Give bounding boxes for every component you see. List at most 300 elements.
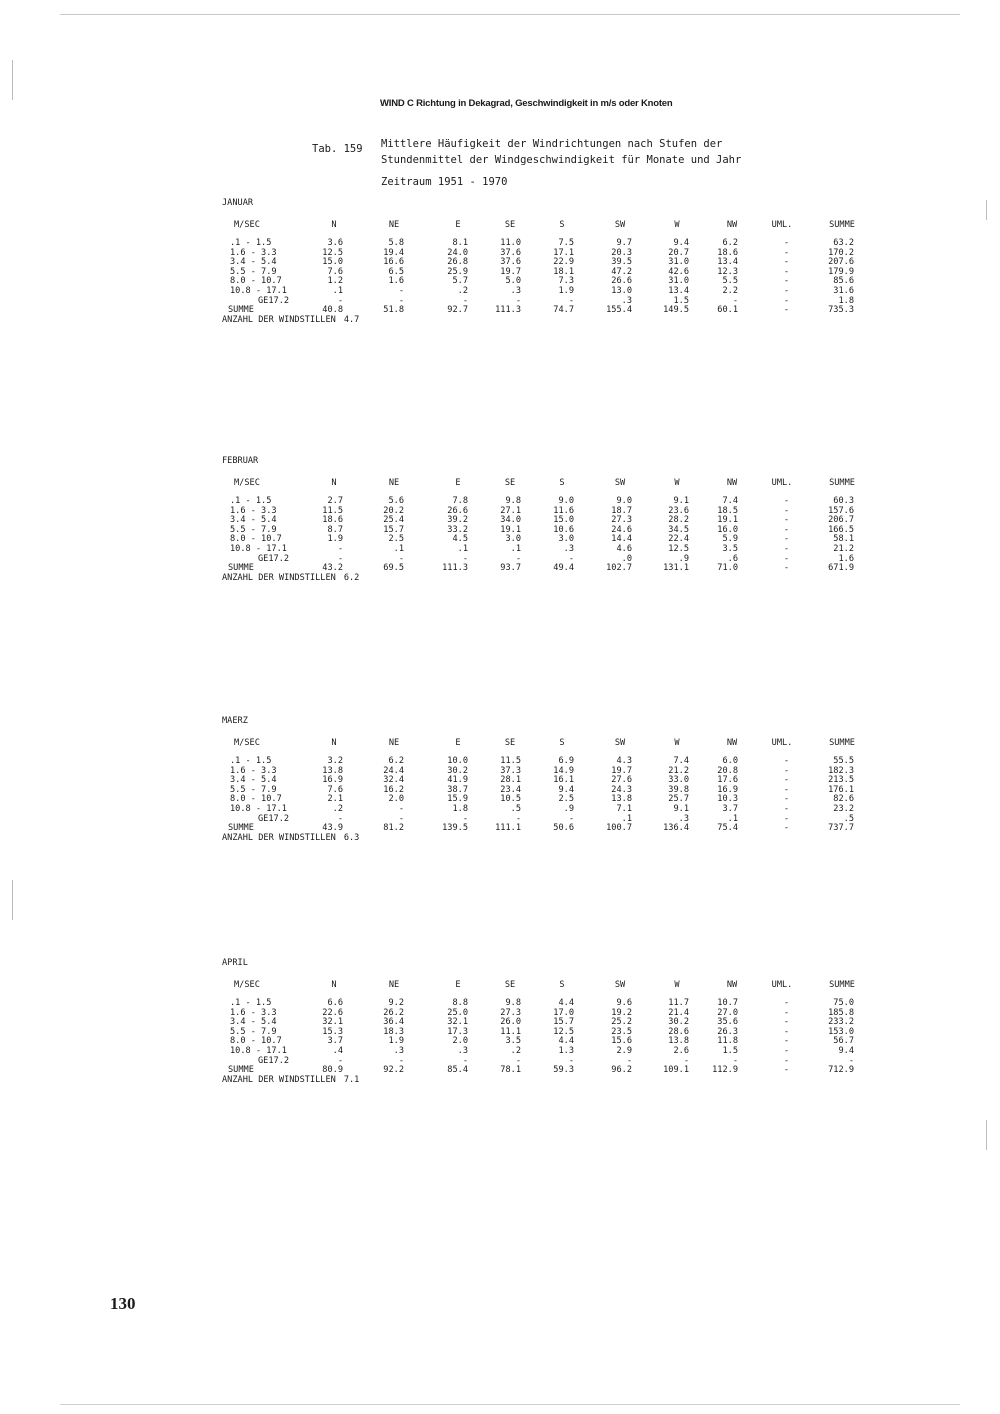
column-header: M/SEC bbox=[234, 738, 260, 748]
table-cell: 7.4 bbox=[673, 756, 689, 766]
column-header-row bbox=[222, 738, 855, 748]
table-cell: 20.2 bbox=[383, 505, 404, 516]
table-cell: 10.3 bbox=[717, 794, 738, 805]
table-cell: 131.1 bbox=[663, 563, 689, 574]
table-cell: 2.5 bbox=[558, 794, 574, 805]
table-cell: - bbox=[515, 1055, 521, 1066]
table-cell: .3 bbox=[510, 286, 521, 296]
table-cell: 15.6 bbox=[611, 1036, 632, 1047]
table-cell: - bbox=[783, 257, 789, 268]
table-cell: 78.1 bbox=[500, 1065, 521, 1076]
table-cell: 155.4 bbox=[606, 305, 632, 316]
table-cell: 9.8 bbox=[505, 496, 521, 506]
table-cell: 9.2 bbox=[388, 998, 404, 1008]
table-cell: 16.9 bbox=[322, 775, 343, 786]
table-cell: 185.8 bbox=[828, 1007, 854, 1018]
table-row bbox=[222, 784, 854, 795]
row-label: 5.5 - 7.9 bbox=[230, 784, 277, 795]
table-cell: 26.6 bbox=[447, 505, 468, 516]
table-cell: 27.3 bbox=[500, 1007, 521, 1018]
column-header: W bbox=[674, 220, 680, 230]
table-cell: - bbox=[398, 553, 404, 564]
table-cell: - bbox=[783, 534, 789, 545]
row-label: 3.4 - 5.4 bbox=[230, 515, 277, 526]
row-label: 8.0 - 10.7 bbox=[230, 794, 282, 805]
column-header: SW bbox=[614, 220, 626, 230]
table-cell: 31.0 bbox=[668, 257, 689, 268]
column-header: N bbox=[331, 220, 337, 230]
table-cell: 182.3 bbox=[828, 765, 854, 776]
table-cell: 12.3 bbox=[717, 266, 738, 277]
row-label: 10.8 - 17.1 bbox=[230, 544, 287, 554]
column-header: N bbox=[331, 980, 337, 990]
table-row bbox=[222, 1007, 854, 1018]
table-cell: 11.6 bbox=[553, 505, 574, 516]
table-row bbox=[222, 515, 854, 526]
table-cell: 27.6 bbox=[611, 775, 632, 786]
row-label: 1.6 - 3.3 bbox=[230, 1007, 277, 1018]
table-title bbox=[381, 136, 801, 168]
table-cell: 233.2 bbox=[828, 1017, 854, 1028]
column-header: NW bbox=[726, 220, 738, 230]
table-cell: 6.2 bbox=[722, 238, 738, 248]
table-cell: 63.2 bbox=[833, 238, 854, 248]
table-cell: - bbox=[732, 295, 738, 306]
column-header: M/SEC bbox=[234, 980, 260, 990]
table-row bbox=[222, 1017, 854, 1028]
table-cell: 5.9 bbox=[722, 534, 738, 545]
table-cell: - bbox=[462, 1055, 468, 1066]
page-header: WIND C Richtung in Dekagrad, Geschwindigkeit in m/s oder Knoten bbox=[380, 98, 673, 109]
table-row bbox=[222, 1055, 854, 1066]
table-cell: - bbox=[783, 276, 789, 287]
table-cell: 20.3 bbox=[611, 247, 632, 258]
table-cell: 30.2 bbox=[668, 1017, 689, 1028]
table-row bbox=[222, 496, 854, 506]
table-cell: 26.6 bbox=[611, 276, 632, 287]
table-cell: 60.3 bbox=[833, 496, 854, 506]
table-cell: 18.6 bbox=[717, 247, 738, 258]
table-cell: 8.1 bbox=[452, 238, 468, 248]
table-cell: 23.6 bbox=[668, 505, 689, 516]
table-cell: 11.7 bbox=[668, 998, 689, 1008]
table-cell: 43.9 bbox=[322, 823, 343, 834]
table-cell: 17.3 bbox=[447, 1026, 468, 1037]
table-cell: 41.9 bbox=[447, 775, 468, 786]
table-cell: .9 bbox=[678, 553, 689, 564]
table-cell: 1.2 bbox=[327, 276, 343, 287]
column-header: SUMME bbox=[829, 220, 855, 230]
row-label: 8.0 - 10.7 bbox=[230, 276, 282, 287]
table-cell: - bbox=[783, 1007, 789, 1018]
table-cell: - bbox=[783, 286, 789, 296]
table-cell: 36.4 bbox=[383, 1017, 404, 1028]
table-cell: 19.2 bbox=[611, 1007, 632, 1018]
table-cell: 4.5 bbox=[452, 534, 468, 545]
table-cell: .9 bbox=[563, 804, 574, 814]
table-row bbox=[222, 765, 854, 776]
table-cell: 15.7 bbox=[383, 524, 404, 535]
month-table bbox=[222, 716, 855, 866]
table-cell: 7.4 bbox=[722, 496, 738, 506]
table-cell: 38.7 bbox=[447, 784, 468, 795]
table-cell: - bbox=[783, 1065, 789, 1076]
table-cell: 31.0 bbox=[668, 276, 689, 287]
column-header: S bbox=[559, 220, 565, 230]
table-cell: .1 bbox=[332, 286, 343, 296]
column-header: SW bbox=[614, 980, 626, 990]
table-cell: 32.4 bbox=[383, 775, 404, 786]
table-cell: 40.8 bbox=[322, 305, 343, 316]
table-cell: 7.3 bbox=[558, 276, 574, 287]
period: Zeitraum 1951 - 1970 bbox=[381, 176, 508, 188]
table-cell: 3.0 bbox=[558, 534, 574, 545]
table-cell: - bbox=[848, 1055, 854, 1066]
column-header: S bbox=[559, 738, 565, 748]
row-label: SUMME bbox=[228, 563, 254, 574]
table-cell: .5 bbox=[510, 804, 521, 814]
table-cell: 27.1 bbox=[500, 505, 521, 516]
table-cell: 28.1 bbox=[500, 775, 521, 786]
table-cell: - bbox=[783, 1017, 789, 1028]
table-cell: 735.3 bbox=[828, 305, 854, 316]
table-cell: - bbox=[783, 1026, 789, 1037]
table-cell: 10.5 bbox=[500, 794, 521, 805]
table-cell: 33.0 bbox=[668, 775, 689, 786]
table-cell: 166.5 bbox=[828, 524, 854, 535]
table-title-line: Mittlere Häufigkeit der Windrichtungen nach Stufen der bbox=[381, 138, 723, 150]
table-row bbox=[222, 553, 854, 564]
table-cell: - bbox=[783, 295, 789, 306]
table-cell: 26.3 bbox=[717, 1026, 738, 1037]
table-cell: 20.7 bbox=[668, 247, 689, 258]
table-cell: 32.1 bbox=[447, 1017, 468, 1028]
row-label: 1.6 - 3.3 bbox=[230, 505, 277, 516]
row-label: 5.5 - 7.9 bbox=[230, 1026, 277, 1037]
table-cell: 17.1 bbox=[553, 247, 574, 258]
table-cell: 32.1 bbox=[322, 1017, 343, 1028]
table-cell: 13.8 bbox=[668, 1036, 689, 1047]
month-name: JANUAR bbox=[222, 198, 254, 208]
table-number: Tab. 159 bbox=[312, 143, 363, 155]
table-cell: 2.6 bbox=[673, 1046, 689, 1056]
table-cell: 9.1 bbox=[673, 496, 689, 506]
row-label: .1 - 1.5 bbox=[230, 998, 272, 1008]
table-cell: 7.8 bbox=[452, 496, 468, 506]
table-cell: 27.3 bbox=[611, 515, 632, 526]
right-scan-mark bbox=[986, 200, 987, 220]
row-label: SUMME bbox=[228, 1065, 254, 1076]
table-cell: 10.6 bbox=[553, 524, 574, 535]
table-cell: 102.7 bbox=[606, 563, 632, 574]
table-cell: - bbox=[783, 496, 789, 506]
table-cell: 671.9 bbox=[828, 563, 854, 574]
table-cell: 25.7 bbox=[668, 794, 689, 805]
table-cell: 26.0 bbox=[500, 1017, 521, 1028]
table-cell: - bbox=[462, 813, 468, 824]
row-label: .1 - 1.5 bbox=[230, 756, 272, 766]
table-cell: 206.7 bbox=[828, 515, 854, 526]
column-header: S bbox=[559, 478, 565, 488]
top-scan-edge bbox=[60, 14, 960, 15]
table-cell: - bbox=[783, 524, 789, 535]
table-cell: 10.7 bbox=[717, 998, 738, 1008]
row-label: 10.8 - 17.1 bbox=[230, 804, 287, 814]
table-cell: 37.6 bbox=[500, 247, 521, 258]
row-label: GE17.2 bbox=[258, 553, 290, 564]
table-cell: 7.5 bbox=[558, 238, 574, 248]
table-cell: 18.6 bbox=[322, 515, 343, 526]
table-cell: 25.0 bbox=[447, 1007, 468, 1018]
table-cell: - bbox=[337, 295, 343, 306]
table-cell: 28.6 bbox=[668, 1026, 689, 1037]
table-cell: 55.5 bbox=[833, 756, 854, 766]
table-cell: - bbox=[462, 295, 468, 306]
table-cell: 15.0 bbox=[553, 515, 574, 526]
table-cell: 23.4 bbox=[500, 784, 521, 795]
table-cell: 15.3 bbox=[322, 1026, 343, 1037]
row-label: 10.8 - 17.1 bbox=[230, 1046, 287, 1056]
table-cell: 60.1 bbox=[717, 305, 738, 316]
table-cell: 2.5 bbox=[388, 534, 404, 545]
column-header-row bbox=[222, 478, 855, 488]
table-cell: 21.2 bbox=[668, 765, 689, 776]
table-row bbox=[222, 524, 854, 535]
month-name: APRIL bbox=[222, 958, 248, 968]
table-cell: - bbox=[337, 544, 343, 554]
table-cell: 737.7 bbox=[828, 823, 854, 834]
table-cell: 7.1 bbox=[616, 804, 632, 814]
table-cell: 25.4 bbox=[383, 515, 404, 526]
table-cell: - bbox=[568, 295, 574, 306]
table-cell: - bbox=[398, 804, 404, 814]
table-cell: - bbox=[398, 1055, 404, 1066]
table-cell: 1.3 bbox=[558, 1046, 574, 1056]
table-cell: 13.8 bbox=[611, 794, 632, 805]
table-row bbox=[222, 794, 854, 805]
table-cell: 71.0 bbox=[717, 563, 738, 574]
table-cell: - bbox=[398, 286, 404, 296]
table-cell: 112.9 bbox=[712, 1065, 738, 1076]
table-cell: 92.7 bbox=[447, 305, 468, 316]
table-cell: 75.4 bbox=[717, 823, 738, 834]
table-cell: - bbox=[783, 553, 789, 564]
table-cell: - bbox=[568, 1055, 574, 1066]
table-cell: 19.1 bbox=[500, 524, 521, 535]
table-cell: 19.7 bbox=[500, 266, 521, 277]
table-cell: 7.6 bbox=[327, 266, 343, 277]
row-label: 5.5 - 7.9 bbox=[230, 524, 277, 535]
table-row bbox=[222, 505, 854, 516]
table-cell: 16.6 bbox=[383, 257, 404, 268]
table-cell: .3 bbox=[678, 813, 689, 824]
table-cell: 1.5 bbox=[673, 295, 689, 306]
table-row bbox=[222, 257, 854, 268]
table-cell: - bbox=[515, 813, 521, 824]
table-cell: .1 bbox=[393, 544, 404, 554]
table-cell: 9.4 bbox=[673, 238, 689, 248]
table-cell: 6.6 bbox=[327, 998, 343, 1008]
column-header: SE bbox=[504, 738, 516, 748]
table-cell: 9.0 bbox=[616, 496, 632, 506]
table-cell: 3.6 bbox=[327, 238, 343, 248]
windstill-value: 6.2 bbox=[343, 572, 360, 583]
table-cell: .2 bbox=[332, 804, 343, 814]
table-cell: 1.8 bbox=[838, 295, 854, 306]
table-row bbox=[222, 238, 854, 248]
windstill-label: ANZAHL DER WINDSTILLEN bbox=[222, 1074, 336, 1085]
table-cell: 24.3 bbox=[611, 784, 632, 795]
column-header: NW bbox=[726, 980, 738, 990]
table-cell: 213.5 bbox=[828, 775, 854, 786]
month-table bbox=[222, 198, 855, 348]
windstill-line bbox=[222, 833, 359, 843]
table-cell: - bbox=[783, 505, 789, 516]
month-name: FEBRUAR bbox=[222, 456, 259, 466]
column-header: NW bbox=[726, 478, 738, 488]
table-row bbox=[222, 998, 854, 1008]
table-row bbox=[222, 823, 854, 834]
table-cell: 4.4 bbox=[558, 1036, 574, 1047]
row-label: 1.6 - 3.3 bbox=[230, 247, 277, 258]
table-cell: 80.9 bbox=[322, 1065, 343, 1076]
table-cell: 13.4 bbox=[668, 286, 689, 296]
table-cell: 4.4 bbox=[558, 998, 574, 1008]
table-cell: 2.2 bbox=[722, 286, 738, 296]
table-cell: 11.0 bbox=[500, 238, 521, 248]
month-table bbox=[222, 456, 855, 606]
table-cell: 1.9 bbox=[388, 1036, 404, 1047]
table-cell: 23.2 bbox=[833, 804, 854, 814]
table-cell: 21.2 bbox=[833, 544, 854, 554]
table-cell: 111.1 bbox=[495, 823, 521, 834]
table-cell: - bbox=[783, 998, 789, 1008]
column-header: N bbox=[331, 738, 337, 748]
table-cell: 18.5 bbox=[717, 505, 738, 516]
column-header: SE bbox=[504, 220, 516, 230]
table-cell: - bbox=[783, 1036, 789, 1047]
table-cell: - bbox=[783, 1046, 789, 1056]
table-row bbox=[222, 804, 854, 814]
table-cell: 37.6 bbox=[500, 257, 521, 268]
table-cell: 9.6 bbox=[616, 998, 632, 1008]
table-cell: 109.1 bbox=[663, 1065, 689, 1076]
table-cell: 24.6 bbox=[611, 524, 632, 535]
table-cell: - bbox=[783, 765, 789, 776]
table-cell: 34.0 bbox=[500, 515, 521, 526]
windstill-label: ANZAHL DER WINDSTILLEN bbox=[222, 572, 336, 583]
table-cell: 2.0 bbox=[452, 1036, 468, 1047]
table-cell: 69.5 bbox=[383, 563, 404, 574]
table-cell: 25.9 bbox=[447, 266, 468, 277]
table-title-line: Stundenmittel der Windgeschwindigkeit für Monate und Jahr bbox=[381, 154, 742, 166]
table-row bbox=[222, 544, 854, 554]
table-row bbox=[222, 775, 854, 786]
table-cell: 15.7 bbox=[553, 1017, 574, 1028]
table-cell: 6.9 bbox=[558, 756, 574, 766]
column-header-row bbox=[222, 220, 855, 230]
table-cell: .4 bbox=[332, 1046, 343, 1056]
table-row bbox=[222, 286, 854, 296]
table-row bbox=[222, 1046, 854, 1056]
column-header: M/SEC bbox=[234, 220, 260, 230]
table-cell: 2.9 bbox=[616, 1046, 632, 1056]
table-cell: 75.0 bbox=[833, 998, 854, 1008]
table-cell: 9.8 bbox=[505, 998, 521, 1008]
windstill-value: 6.3 bbox=[343, 832, 360, 843]
table-cell: 12.5 bbox=[668, 544, 689, 554]
table-cell: 1.6 bbox=[838, 553, 854, 564]
table-cell: 37.3 bbox=[500, 765, 521, 776]
table-cell: 9.4 bbox=[558, 784, 574, 795]
table-cell: 17.0 bbox=[553, 1007, 574, 1018]
table-cell: 5.6 bbox=[388, 496, 404, 506]
column-header: NW bbox=[726, 738, 738, 748]
table-cell: .5 bbox=[843, 813, 854, 824]
table-cell: 157.6 bbox=[828, 505, 854, 516]
windstill-line bbox=[222, 1075, 359, 1085]
table-cell: 11.5 bbox=[322, 505, 343, 516]
table-cell: - bbox=[783, 794, 789, 805]
windstill-line bbox=[222, 573, 359, 583]
table-cell: 149.5 bbox=[663, 305, 689, 316]
column-header: NE bbox=[388, 738, 400, 748]
table-cell: 93.7 bbox=[500, 563, 521, 574]
column-header: W bbox=[674, 478, 680, 488]
column-header: W bbox=[674, 980, 680, 990]
table-cell: - bbox=[783, 775, 789, 786]
table-cell: 6.0 bbox=[722, 756, 738, 766]
column-header: NE bbox=[388, 980, 400, 990]
row-label: GE17.2 bbox=[258, 295, 290, 306]
table-cell: 21.4 bbox=[668, 1007, 689, 1018]
table-cell: - bbox=[783, 266, 789, 277]
table-cell: 18.3 bbox=[383, 1026, 404, 1037]
table-cell: 11.8 bbox=[717, 1036, 738, 1047]
table-cell: - bbox=[783, 515, 789, 526]
table-cell: 51.8 bbox=[383, 305, 404, 316]
table-cell: 26.2 bbox=[383, 1007, 404, 1018]
table-cell: 2.1 bbox=[327, 794, 343, 805]
table-cell: 59.3 bbox=[553, 1065, 574, 1076]
table-cell: - bbox=[337, 813, 343, 824]
table-cell: 13.0 bbox=[611, 286, 632, 296]
table-cell: 42.6 bbox=[668, 266, 689, 277]
table-cell: 111.3 bbox=[442, 563, 468, 574]
column-header: SE bbox=[504, 478, 516, 488]
table-cell: 100.7 bbox=[606, 823, 632, 834]
row-label: GE17.2 bbox=[258, 813, 290, 824]
table-row bbox=[222, 295, 854, 306]
table-cell: 26.8 bbox=[447, 257, 468, 268]
windstill-label: ANZAHL DER WINDSTILLEN bbox=[222, 832, 336, 843]
table-row bbox=[222, 813, 854, 824]
table-row bbox=[222, 276, 854, 287]
table-cell: .1 bbox=[727, 813, 738, 824]
page-number: 130 bbox=[110, 1294, 136, 1313]
table-cell: 712.9 bbox=[828, 1065, 854, 1076]
table-cell: - bbox=[515, 295, 521, 306]
column-header: UML. bbox=[771, 220, 793, 230]
month-name: MAERZ bbox=[222, 716, 248, 726]
table-cell: 85.4 bbox=[447, 1065, 468, 1076]
table-cell: 6.5 bbox=[388, 266, 404, 277]
column-header: E bbox=[455, 220, 461, 230]
table-cell: 22.6 bbox=[322, 1007, 343, 1018]
table-cell: 2.0 bbox=[388, 794, 404, 805]
table-cell: 2.7 bbox=[327, 496, 343, 506]
table-cell: 34.5 bbox=[668, 524, 689, 535]
